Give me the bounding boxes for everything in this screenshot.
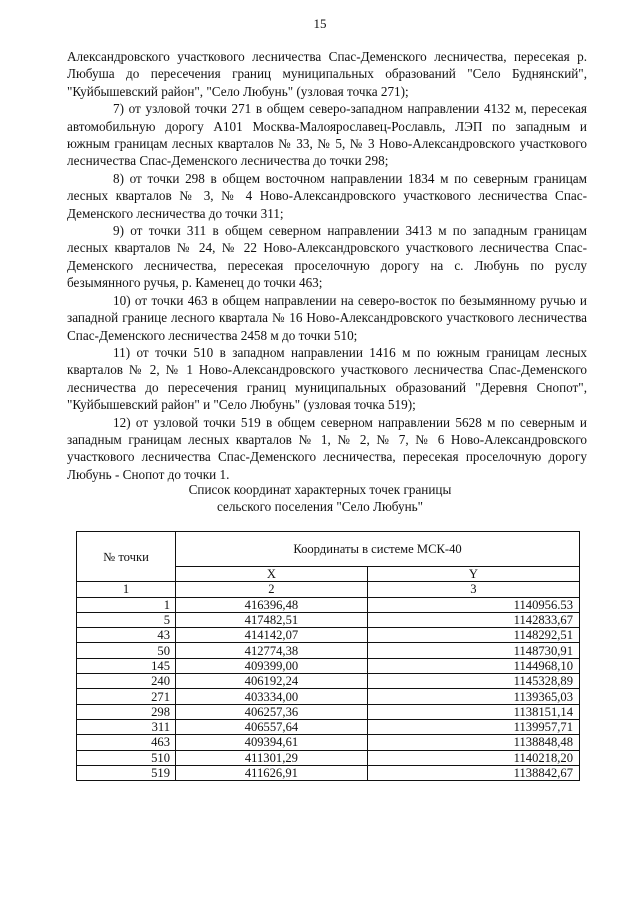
index-cell: 2 <box>176 582 368 597</box>
header-y: Y <box>367 567 579 582</box>
table-row <box>77 628 580 643</box>
x-cell: 411626,91 <box>176 765 368 780</box>
table-row <box>77 612 580 627</box>
point-cell: 311 <box>77 719 176 734</box>
point-cell: 5 <box>77 612 176 627</box>
y-cell: 1139957,71 <box>367 719 579 734</box>
y-cell: 1145328,89 <box>367 674 579 689</box>
body-text <box>67 48 587 483</box>
table-row <box>77 719 580 734</box>
table-row <box>77 704 580 719</box>
x-cell: 416396,48 <box>176 597 368 612</box>
point-cell: 240 <box>77 674 176 689</box>
x-cell: 414142,07 <box>176 628 368 643</box>
x-cell: 411301,29 <box>176 750 368 765</box>
y-cell: 1138151,14 <box>367 704 579 719</box>
x-cell: 406557,64 <box>176 719 368 734</box>
table-caption <box>0 481 640 516</box>
y-cell: 1138848,48 <box>367 735 579 750</box>
paragraph: 9) от точки 311 в общем северном направлении 3413 м по западным границам лесных кварталов № 24, № 22 Ново-Александровского участкового лесничества Спас-Деменского лесничества, пересекая проселочную дорогу на с. Любунь по руслу безымянного ручья, р. Каменец до точки 463; <box>67 223 587 291</box>
point-cell: 510 <box>77 750 176 765</box>
column-index-row <box>77 582 580 597</box>
table-row <box>77 750 580 765</box>
header-point-number: № точки <box>77 532 176 582</box>
paragraph: 12) от узловой точки 519 в общем северном направлении 5628 м по северным и западным границам лесных кварталов № 1, № 2, № 7, № 6 Ново-Александровского участкового лесничества Спас-Деменского лесничества, пересекая проселочную дорогу Любунь - Снопот до точки 1. <box>67 414 587 482</box>
caption-line-2: сельского поселения "Село Любунь" <box>216 499 424 515</box>
y-cell: 1144968,10 <box>367 658 579 673</box>
caption-line-1: Список координат характерных точек границы <box>188 482 452 497</box>
table-row <box>77 658 580 673</box>
point-cell: 43 <box>77 628 176 643</box>
paragraph: 7) от узловой точки 271 в общем северо-западном направлении 4132 м, пересекая автомобильную дорогу А101 Москва-Малоярославец-Рославль, ЛЭП по западным и южным границам лесных кварталов № 33, № 5, № 3 Ново-Александровского участкового лесничества Спас-Деменского лесничества до точки 298; <box>67 101 587 169</box>
point-cell: 145 <box>77 658 176 673</box>
y-cell: 1148292,51 <box>367 628 579 643</box>
header-x: X <box>176 567 368 582</box>
table-row <box>77 597 580 612</box>
paragraph: 8) от точки 298 в общем восточном направлении 1834 м по северным границам лесных кварталов № 3, № 4 Ново-Александровского участкового лесничества Спас-Деменского лесничества до точки 311; <box>67 170 587 221</box>
paragraph: Александровского участкового лесничества Спас-Деменского лесничества, пересекая р. Любуша до пересечения границ муниципальных образований "Село Буднянский", "Куйбышевский район", "Село Любунь" (узловая точка 271); <box>67 49 587 99</box>
coordinates-table <box>76 531 580 781</box>
paragraph: 11) от точки 510 в западном направлении 1416 м по южным границам лесных кварталов № 2, № 1 Ново-Александровского участкового лесничества Спас-Деменского лесничества до пересечения границ муниципальных образований "Деревня Снопот", "Куйбышевский район" и "Село Любунь" (узловая точка 519); <box>67 344 587 413</box>
x-cell: 417482,51 <box>176 612 368 627</box>
paragraph: 10) от точки 463 в общем направлении на северо-восток по безымянному ручью и западной границе лесного квартала № 16 Ново-Александровского участкового лесничества Спас-Деменского лесничества 2458 м до точки 510; <box>67 292 587 343</box>
y-cell: 1148730,91 <box>367 643 579 658</box>
y-cell: 1140956.53 <box>367 597 579 612</box>
table-row <box>77 765 580 780</box>
point-cell: 271 <box>77 689 176 704</box>
y-cell: 1140218,20 <box>367 750 579 765</box>
point-cell: 298 <box>77 704 176 719</box>
page-number: 15 <box>313 16 327 31</box>
y-cell: 1139365,03 <box>367 689 579 704</box>
table-row <box>77 643 580 658</box>
point-cell: 50 <box>77 643 176 658</box>
point-cell: 519 <box>77 765 176 780</box>
point-cell: 463 <box>77 735 176 750</box>
y-cell: 1142833,67 <box>367 612 579 627</box>
x-cell: 409394,61 <box>176 735 368 750</box>
x-cell: 406257,36 <box>176 704 368 719</box>
table-row <box>77 735 580 750</box>
table-row <box>77 689 580 704</box>
x-cell: 412774,38 <box>176 643 368 658</box>
y-cell: 1138842,67 <box>367 765 579 780</box>
x-cell: 406192,24 <box>176 674 368 689</box>
header-coordinates: Координаты в системе МСК-40 <box>176 532 580 567</box>
x-cell: 403334,00 <box>176 689 368 704</box>
table-row <box>77 674 580 689</box>
index-cell: 1 <box>77 582 176 597</box>
index-cell: 3 <box>367 582 579 597</box>
point-cell: 1 <box>77 597 176 612</box>
x-cell: 409399,00 <box>176 658 368 673</box>
